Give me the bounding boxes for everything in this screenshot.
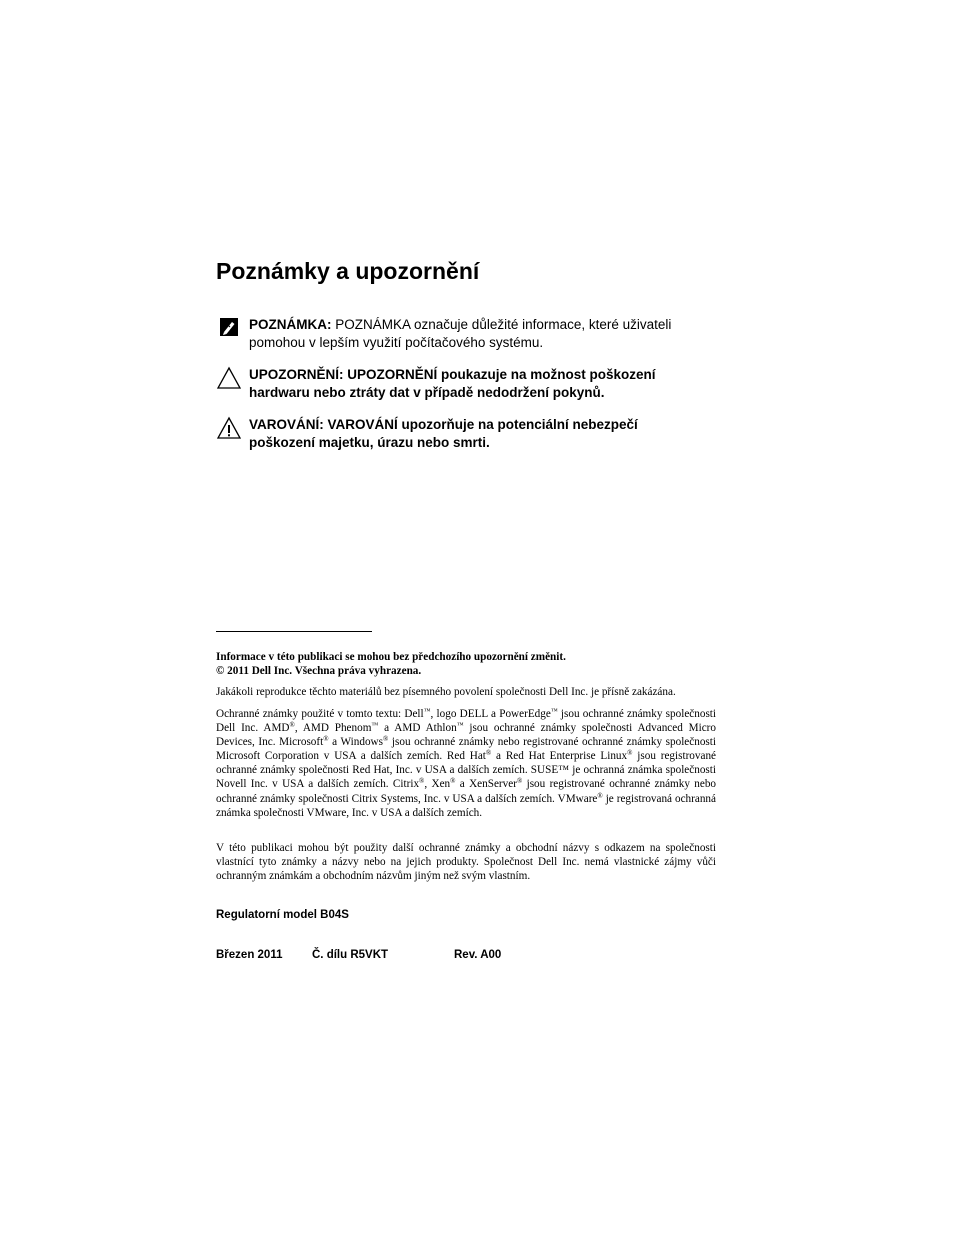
note-body-line2: pomohou v lepším využití počítačového systému. (249, 334, 544, 350)
warning-body-line1: VAROVÁNÍ upozorňuje na potenciální nebezpečí (323, 417, 638, 432)
caution-triangle-icon (216, 366, 242, 390)
revision: Rev. A00 (454, 949, 502, 961)
caution-label: UPOZORNĚNÍ: (249, 367, 344, 382)
caution-body-line1: UPOZORNĚNÍ poukazuje na možnost poškození (343, 367, 656, 382)
regulatory-model: Regulatorní model B04S (216, 909, 349, 921)
warning-text (249, 416, 719, 451)
page-title: Poznámky a upozornění (216, 258, 480, 284)
part-number: Č. dílu R5VKT (312, 949, 389, 961)
warning-body-line2: poškození majetku, úrazu nebo smrti. (249, 434, 490, 450)
warning-exclamation-icon (216, 416, 242, 440)
caution-body-line2: hardwaru nebo ztráty dat v případě nedodržení pokynů. (249, 384, 605, 400)
legal-notice-line2: © 2011 Dell Inc. Všechna práva vyhrazena. (216, 665, 422, 678)
note-text (249, 316, 719, 351)
pencil-note-icon (216, 316, 242, 340)
legal-notice (216, 650, 716, 678)
publication-date: Březen 2011 (216, 949, 283, 961)
note-label: POZNÁMKA: (249, 317, 332, 332)
reproduction-notice: Jakákoli reprodukce těchto materiálů bez písemného povolení společnosti Dell Inc. je přísně zakázána. (216, 686, 676, 698)
legal-notice-line1: Informace v této publikaci se mohou bez předchozího upozornění změnit. (216, 651, 566, 663)
divider-rule (216, 631, 372, 632)
trademarks-paragraph: Ochranné známky použité v tomto textu: Dell™, logo DELL a PowerEdge™ jsou ochranné známky společnosti Dell Inc. AMD®, AMD Phenom™ a AMD Athlon™ jsou ochranné známky společnosti Advanced Micro Devices, Inc. Microsoft® a Windows® jsou ochranné známky nebo registrované ochranné známky společnosti Microsoft Corporation v USA a dalších zemích. Red Hat® a Red Hat Enterprise Linux® jsou registrované ochranné známky společnosti Red Hat, Inc. v USA a dalších zemích. SUSE™ je ochranná známka společnosti Novell Inc. v USA a dalších zemích. Citrix®, Xen® a XenServer® jsou registrované ochranné známky nebo ochranné známky společnosti Citrix Systems, Inc. v USA a dalších zemích. VMware® je registrovaná ochranná známka společnosti VMware, Inc. v USA a dalších zemích. (216, 707, 717, 819)
other-marks-paragraph: V této publikaci mohou být použity další ochranné známky a obchodní názvy s odkazem na společnosti vlastnící tyto známky a názvy nebo na jejich produkty. Společnost Dell Inc. nemá vlastnické zájmy vůči ochranným známkám a obchodním názvům jiným než svým vlastním. (216, 842, 716, 883)
note-body-line1: POZNÁMKA označuje důležité informace, které uživateli (331, 317, 672, 332)
caution-text (249, 366, 719, 401)
warning-label: VAROVÁNÍ: (249, 417, 324, 432)
